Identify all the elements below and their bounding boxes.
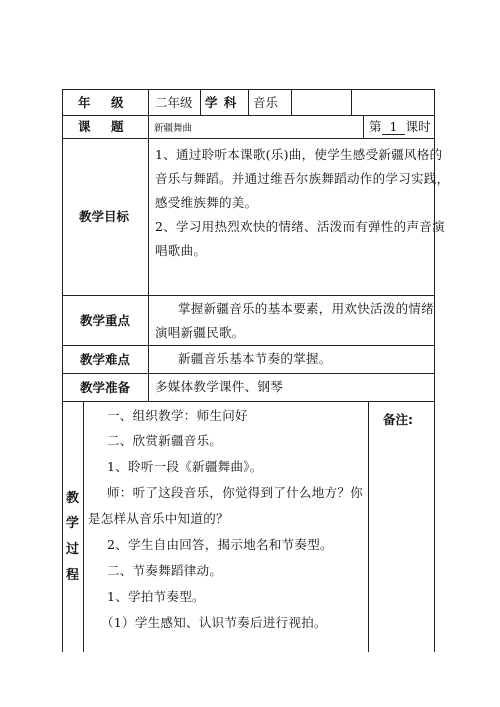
lesson-number: 1 [382,119,406,135]
row-divider [62,373,435,374]
lesson-prefix: 第 [369,119,382,134]
process-label-char-2: 学 [66,516,80,531]
process-line-7: 二、节奏舞蹈律动。 [107,563,223,578]
subject-value: 音乐 [253,95,279,110]
row-divider [62,138,435,139]
goals-line-2: 音乐与舞蹈。并通过维吾尔族舞蹈动作的学习实践， [155,171,450,186]
lesson-suffix: 课时 [405,119,431,134]
goals-line-1: 1、通过聆听本课歌(乐)曲，使学生感受新疆风格的 [155,147,443,162]
lesson-count [369,120,430,134]
notes-label: 备注: [383,412,413,427]
preparation-value: 多媒体教学课件、钢琴 [155,379,284,394]
goals-line-4: 2、学习用热烈欢快的情绪、活泼而有弹性的声音演 [155,219,445,234]
process-line-5: 是怎样从音乐中知道的？ [88,511,229,526]
process-line-2: 二、欣赏新疆音乐。 [107,433,223,448]
process-line-6: 2、学生自由回答，揭示地名和节奏型。 [107,537,333,552]
col-divider-process-label [83,401,84,652]
process-line-9: （1）学生感知、认识节奏后进行视拍。 [101,615,327,630]
col-divider [291,89,292,115]
process-label-char-1: 教 [66,491,80,506]
col-divider [363,115,364,138]
preparation-label: 教学准备 [80,380,131,395]
process-label-char-3: 过 [66,542,80,557]
col-divider-notes [368,401,369,652]
key-points-label: 教学重点 [80,313,131,328]
difficulties-value: 新疆音乐基本节奏的掌握。 [178,351,332,366]
process-line-4: 师：听了这段音乐，你觉得到了什么地方？你 [107,485,364,500]
grade-value: 二年级 [155,95,193,110]
grade-label: 年 级 [78,95,128,110]
topic-value: 新疆舞曲 [154,123,193,134]
goals-label: 教学目标 [79,209,130,224]
process-label-char-4: 程 [66,568,80,583]
row-divider [62,345,435,346]
key-points-line-2: 演唱新疆民歌。 [155,325,245,340]
row-divider [62,401,435,402]
col-divider [200,89,201,115]
goals-line-3: 感受维族舞的美。 [155,195,258,210]
process-line-8: 1、学拍节奏型。 [107,589,205,604]
subject-label: 学 科 [205,95,238,110]
topic-label: 课 题 [78,119,128,134]
col-divider [248,89,249,115]
goals-line-5: 唱歌曲。 [155,243,207,258]
table-border-left [62,89,63,652]
key-points-line-1: 掌握新疆音乐的基本要素，用欢快活泼的情绪 [178,301,435,316]
difficulties-label: 教学难点 [80,352,131,367]
col-divider-main [148,89,149,401]
process-line-1: 一、组织教学：师生问好 [107,408,248,423]
col-divider [351,89,352,115]
row-divider [62,115,435,116]
process-line-3: 1、聆听一段《新疆舞曲》。 [107,459,263,474]
row-divider [62,295,435,296]
